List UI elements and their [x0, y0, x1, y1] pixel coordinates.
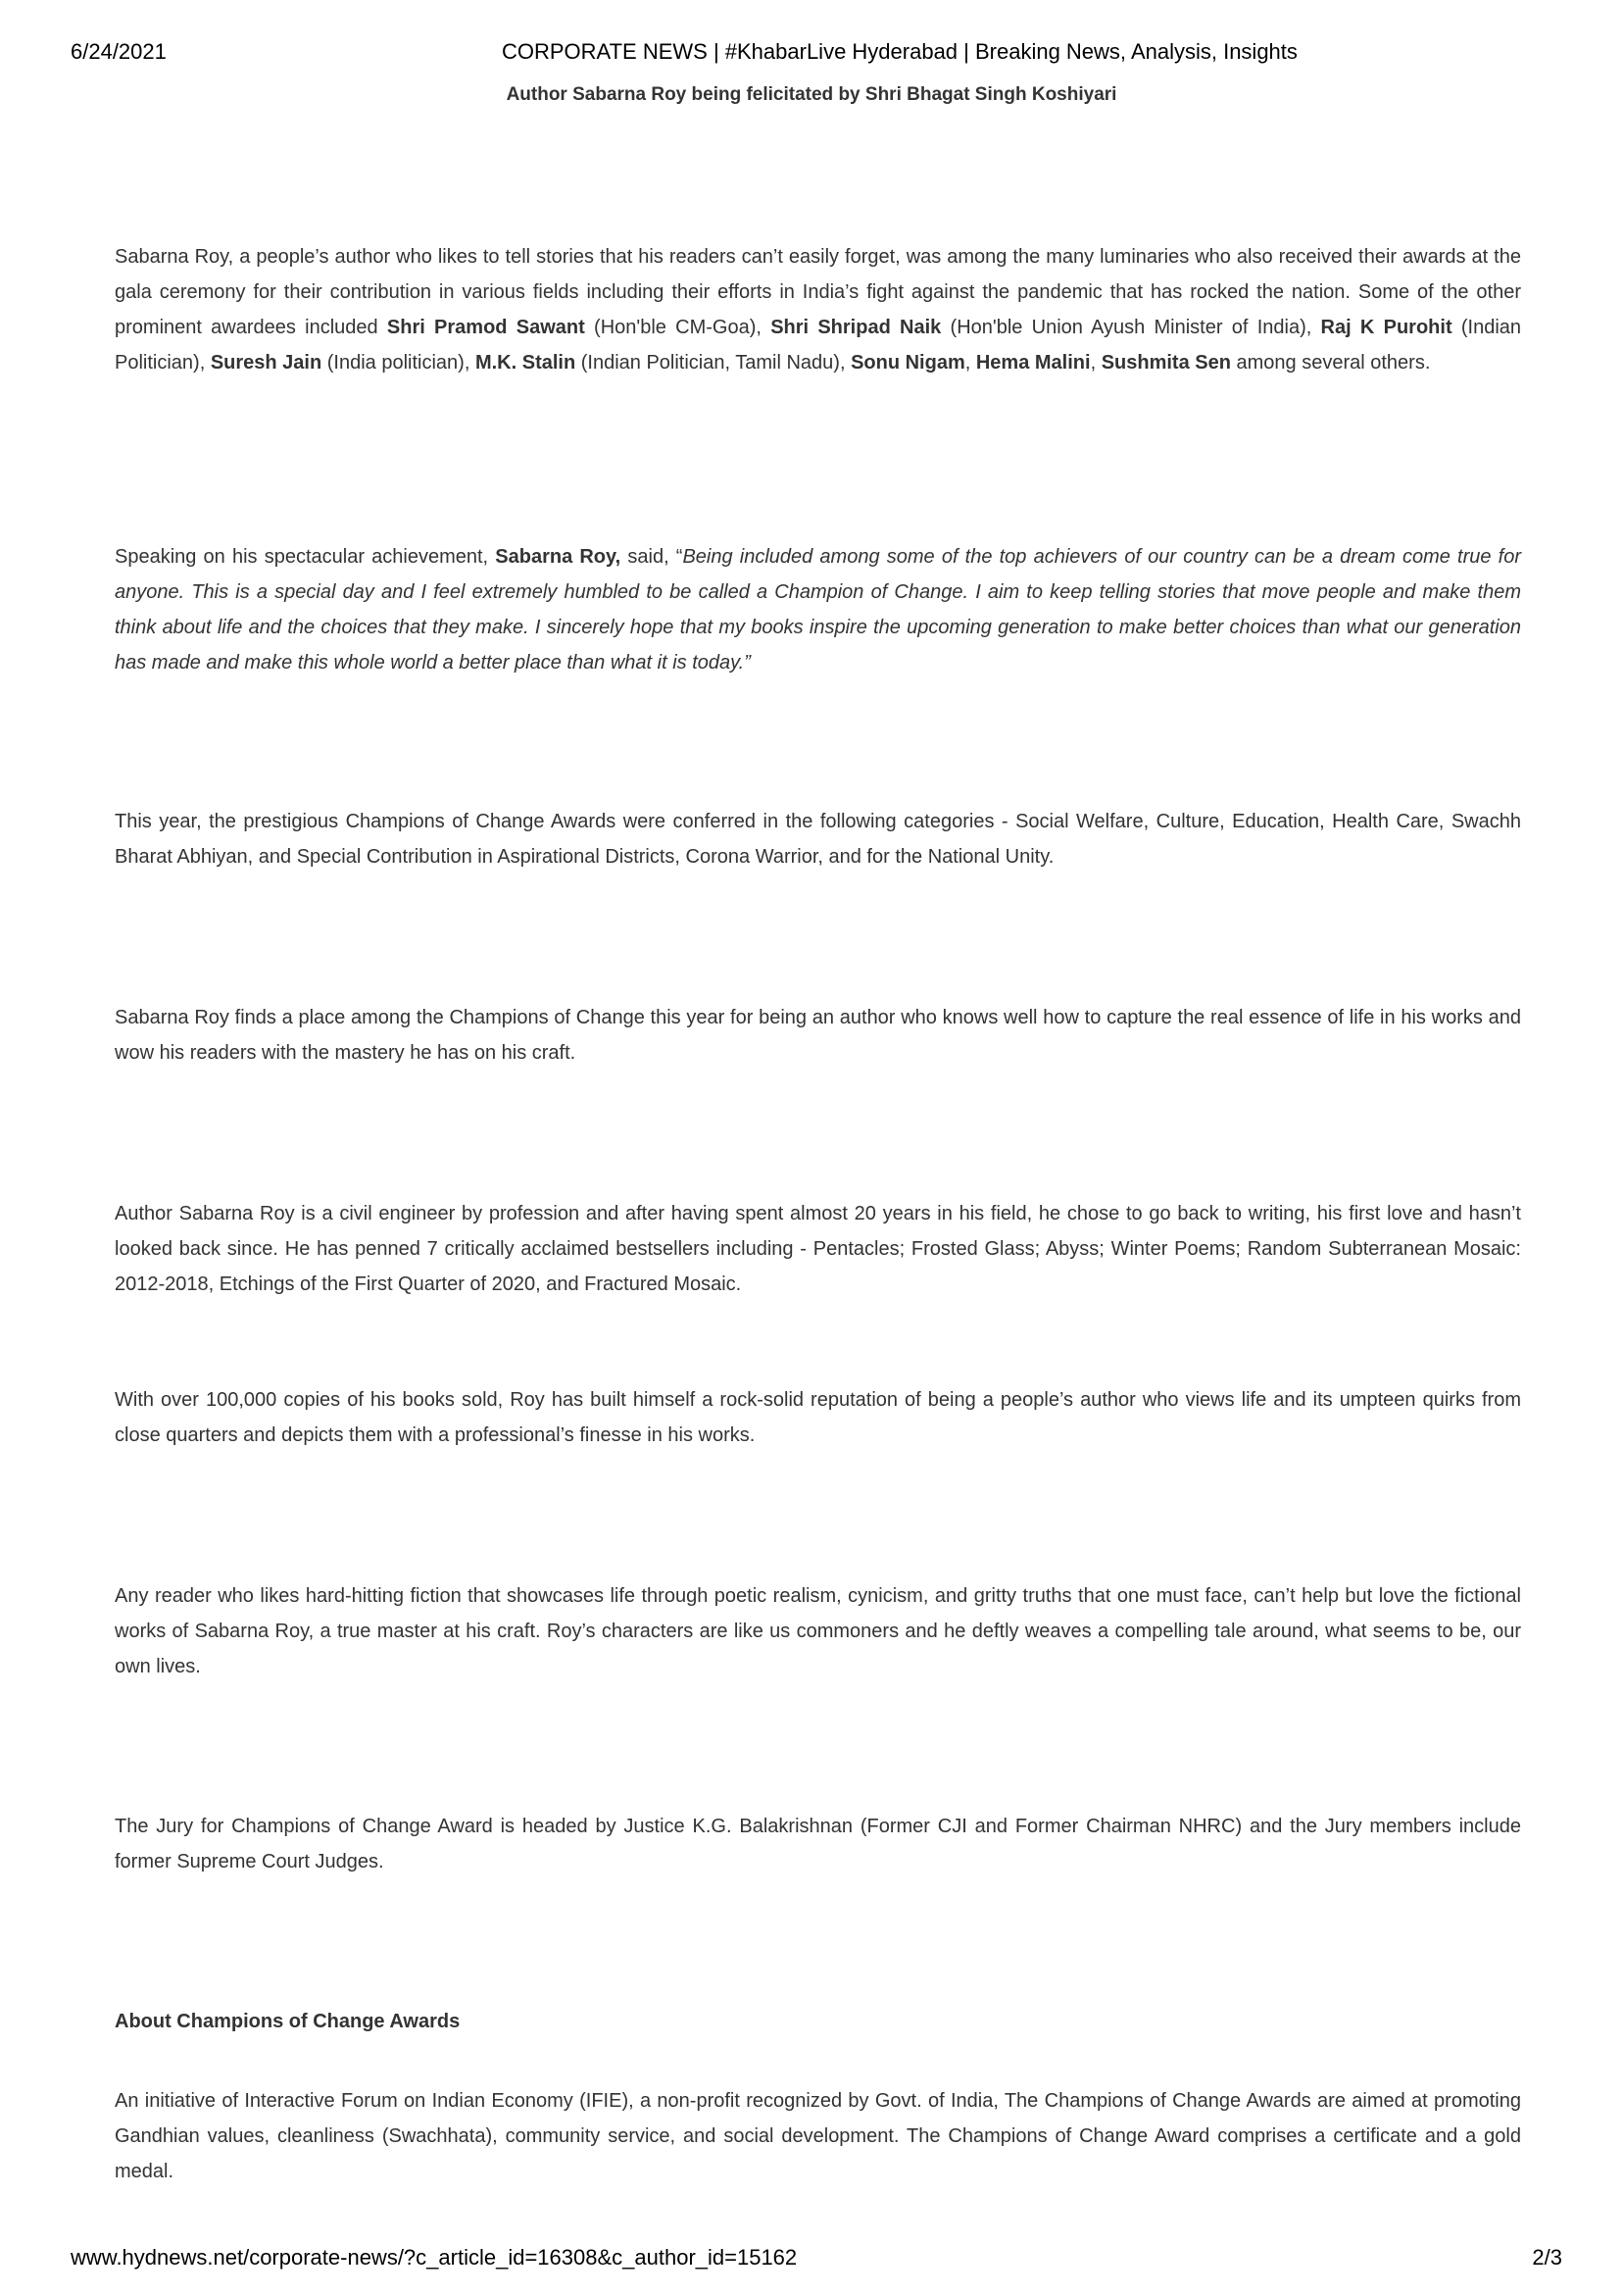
awardee-name: Shri Pramod Sawant — [386, 317, 585, 338]
paragraph-books-sold: With over 100,000 copies of his books sold, Roy has built himself a rock-solid reputation of being a people’s author who views life and its umpteen quirks from close quarters and depicts them with a professional’s finesse in his works. — [115, 1389, 1521, 1446]
paragraph-readers: Any reader who likes hard-hitting fiction that showcases life through poetic realism, cynicism, and gritty truths that one must face, can’t help but love the fictional works of Sabarna Roy, a true master at his craft. Roy’s characters are like us commoners and he deftly weaves a compelling tale around, what seems to be, our own lives. — [115, 1585, 1521, 1677]
paragraph-about: An initiative of Interactive Forum on Indian Economy (IFIE), a non-profit recognized by Govt. of India, The Champions of Change Awards are aimed at promoting Gandhian values, cleanliness (Swachhata), community service, and social development. The Champions of Change Award comprises a certificate and a gold medal. — [115, 2090, 1521, 2182]
awardee-name: Sonu Nigam — [851, 352, 965, 374]
paragraph-jury: The Jury for Champions of Change Award is headed by Justice K.G. Balakrishnan (Former CJI and Former Chairman NHRC) and the Jury members include former Supreme Court Judges. — [115, 1816, 1521, 1872]
paragraph-categories: This year, the prestigious Champions of Change Awards were conferred in the following categories - Social Welfare, Culture, Education, Health Care, Swachh Bharat Abhiyan, and Special Contribution in Aspirational Districts, Corona Warrior, and for the National Unity. — [115, 811, 1521, 868]
awardee-name: Sushmita Sen — [1101, 352, 1231, 374]
paragraph-awardees: Sabarna Roy, a people’s author who likes to tell stories that his readers can’t easily forget, was among the many luminaries who also received their awards at the gala ceremony for their contribution in various fields including their efforts in India’s fight against the pandemic that has rocked the nation. Some of the other prominent awardees included Shri Pramod Sawant (Hon'ble CM-Goa), Shri Shripad Naik (Hon'ble Union Ayush Minister of India), Raj K Purohit (Indian Politician), Suresh Jain (India politician), M.K. Stalin (Indian Politician, Tamil Nadu), Sonu Nigam, Hema Malini, Sushmita Sen among several others. — [115, 246, 1522, 374]
awardee-name: Raj K Purohit — [1320, 317, 1452, 338]
speaker-quote: Being included among some of the top achievers of our country can be a dream come true for anyone. This is a special day and I feel extremely humbled to be called a Champion of Change. I aim to keep telling stories that move people and make them think about life and the choices that they make. I sincerely hope that my books inspire the upcoming generation to make better choices than what our generation has made and make this whole world a better place than what it is today.” — [115, 546, 1521, 674]
paragraph-quote: Speaking on his spectacular achievement, Sabarna Roy, said, “Being included among some of the top achievers of our country can be a dream come true for anyone. This is a special day and I feel extremely humbled to be called a Champion of Change. I aim to keep telling stories that move people and make them think about life and the choices that they make. I sincerely hope that my books inspire the upcoming generation to make better choices than what our generation has made and make this whole world a better place than what it is today.” — [115, 546, 1521, 674]
page-number: 2/3 — [1532, 2245, 1562, 2270]
footer-url: www.hydnews.net/corporate-news/?c_article_id=16308&c_author_id=15162 — [71, 2245, 798, 2270]
speaker-name: Sabarna Roy, — [495, 546, 621, 568]
page-header-title: CORPORATE NEWS | #KhabarLive Hyderabad | Breaking News, Analysis, Insights — [502, 39, 1298, 64]
awardee-name: Hema Malini — [975, 352, 1091, 374]
paragraph-recognition: Sabarna Roy finds a place among the Champions of Change this year for being an author who knows well how to capture the real essence of life in his works and wow his readers with the mastery he has on his craft. — [115, 1007, 1521, 1064]
awardee-name: Suresh Jain — [210, 352, 322, 374]
section-heading-about: About Champions of Change Awards — [115, 2011, 461, 2032]
print-date: 6/24/2021 — [71, 39, 167, 64]
paragraph-author-bio: Author Sabarna Roy is a civil engineer by profession and after having spent almost 20 years in his field, he chose to go back to writing, his first love and hasn’t looked back since. He has penned 7 critically acclaimed bestsellers including - Pentacles; Frosted Glass; Abyss; Winter Poems; Random Subterranean Mosaic: 2012-2018, Etchings of the First Quarter of 2020, and Fractured Mosaic. — [115, 1203, 1521, 1295]
image-caption: Author Sabarna Roy being felicitated by Shri Bhagat Singh Koshiyari — [506, 84, 1117, 105]
awardee-name: M.K. Stalin — [474, 352, 576, 374]
awardee-name: Shri Shripad Naik — [770, 317, 942, 338]
